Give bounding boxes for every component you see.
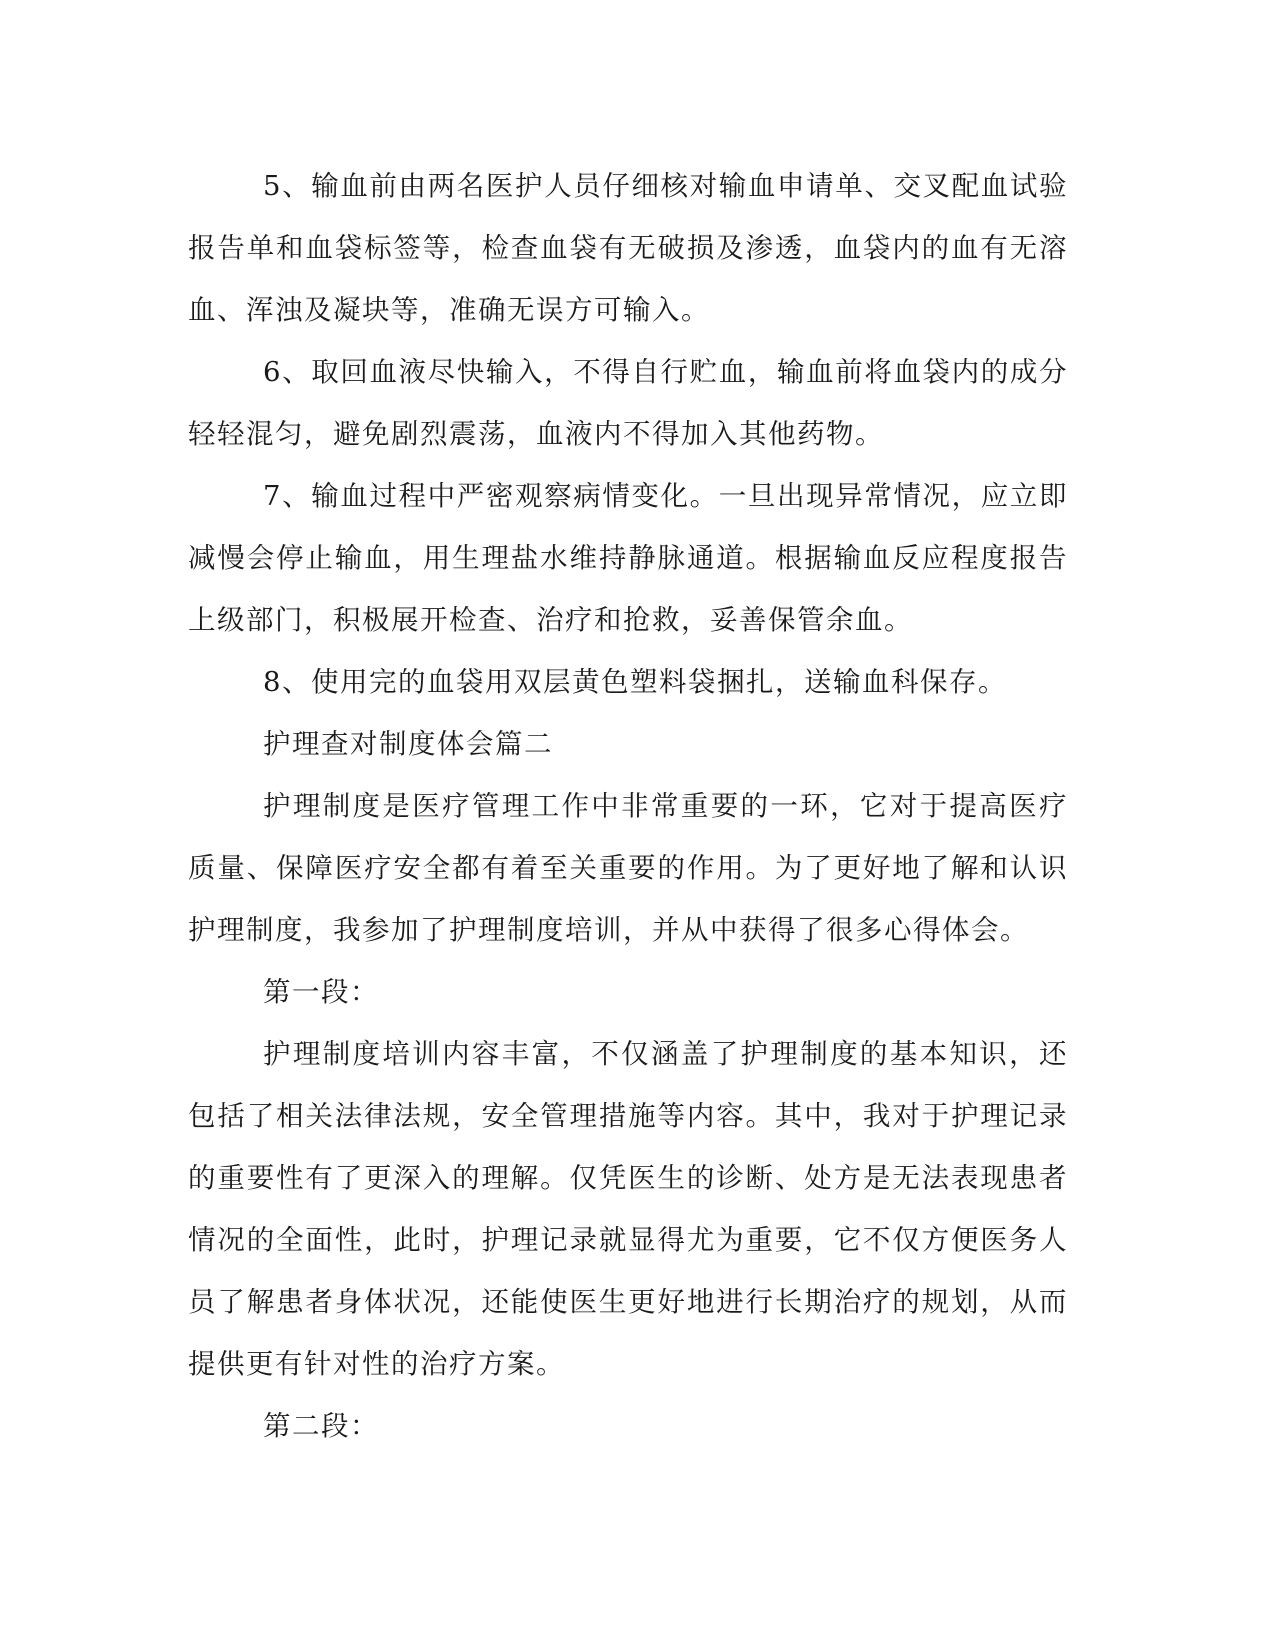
section-title: 护理查对制度体会篇二: [263, 728, 553, 760]
item-7-paragraph: 7、输血过程中严密观察病情变化。一旦出现异常情况，应立即减慢会停止输血，用生理盐水维持静脉通道。根据输血反应程度报告上级部门，积极展开检查、治疗和抢救，妥善保管余血。: [188, 480, 1068, 636]
part-one-heading: 第一段：: [263, 976, 379, 1008]
item-8-paragraph: 8、使用完的血袋用双层黄色塑料袋捆扎，送输血科保存。: [263, 666, 1007, 698]
part-one-paragraph: 护理制度培训内容丰富，不仅涵盖了护理制度的基本知识，还包括了相关法律法规，安全管理措施等内容。其中，我对于护理记录的重要性有了更深入的理解。仅凭医生的诊断、处方是无法表现患者情况的全面性，此时，护理记录就显得尤为重要，它不仅方便医务人员了解患者身体状况，还能使医生更好地进行长期治疗的规划，从而提供更有针对性的治疗方案。: [188, 1038, 1068, 1380]
item-5-paragraph: 5、输血前由两名医护人员仔细核对输血申请单、交叉配血试验报告单和血袋标签等，检查血袋有无破损及渗透，血袋内的血有无溶血、浑浊及凝块等，准确无误方可输入。: [188, 170, 1068, 326]
intro-paragraph: 护理制度是医疗管理工作中非常重要的一环，它对于提高医疗质量、保障医疗安全都有着至关重要的作用。为了更好地了解和认识护理制度，我参加了护理制度培训，并从中获得了很多心得体会。: [188, 790, 1068, 946]
document-body: [188, 155, 1068, 1457]
item-6-paragraph: 6、取回血液尽快输入，不得自行贮血，输血前将血袋内的成分轻轻混匀，避免剧烈震荡，血液内不得加入其他药物。: [188, 356, 1068, 450]
part-two-heading: 第二段：: [263, 1410, 379, 1442]
